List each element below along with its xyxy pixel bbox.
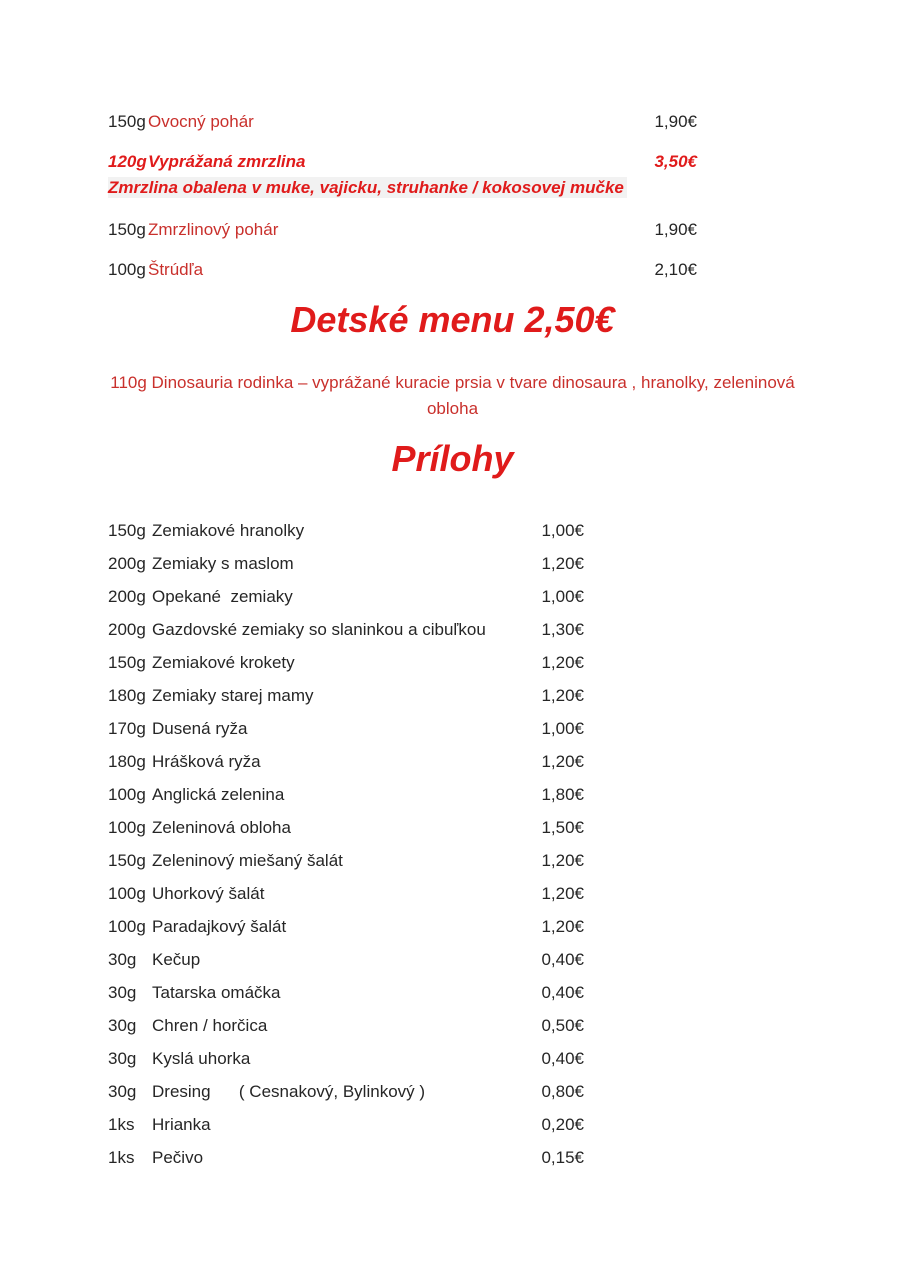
item-weight: 180g — [108, 752, 146, 771]
item-weight: 150g — [108, 521, 146, 540]
item-name: Vyprážaná zmrzlina — [148, 152, 306, 171]
item-price: 1,50€ — [541, 818, 584, 837]
item-weight: 1ks — [108, 1148, 135, 1167]
item-weight: 200g — [108, 587, 146, 606]
menu-item-row — [108, 849, 905, 873]
kids-menu-heading: Detské menu 2,50€ — [290, 299, 615, 340]
item-price: 1,20€ — [541, 851, 584, 870]
menu-item-row — [108, 552, 905, 576]
item-name: Kečup — [152, 950, 201, 969]
item-name: Paradajkový šalát — [152, 917, 287, 936]
item-price: 1,80€ — [541, 785, 584, 804]
menu-item-row — [108, 717, 905, 741]
item-name: Chren / horčica — [152, 1016, 268, 1035]
menu-item-row — [108, 1113, 905, 1137]
menu-item-row — [108, 218, 905, 242]
item-name: Anglická zelenina — [152, 785, 285, 804]
item-name: Zeleninový miešaný šalát — [152, 851, 343, 870]
menu-item-row — [108, 1146, 905, 1170]
item-price: 1,20€ — [541, 884, 584, 903]
item-weight: 150g — [108, 220, 146, 239]
item-name: Ovocný pohár — [148, 112, 254, 131]
item-weight: 150g — [108, 851, 146, 870]
item-weight: 100g — [108, 260, 146, 279]
menu-item-row — [108, 110, 905, 134]
kids-menu-item — [0, 370, 905, 422]
item-name: Opekané zemiaky — [152, 587, 293, 606]
item-price: 0,40€ — [541, 950, 584, 969]
item-price: 1,90€ — [654, 112, 697, 131]
menu-item-row — [108, 750, 905, 774]
menu-item-row — [108, 618, 905, 642]
item-name: Zemiaky starej mamy — [152, 686, 314, 705]
item-description-text: Zmrzlina obalena v muke, vajicku, struhanke / kokosovej mučke — [108, 177, 627, 198]
sides-heading: Prílohy — [391, 438, 514, 479]
item-price: 1,30€ — [541, 620, 584, 639]
menu-item-row — [108, 1080, 905, 1104]
item-name: Štrúdľa — [148, 260, 204, 279]
item-name: Gazdovské zemiaky so slaninkou a cibuľkou — [152, 620, 486, 639]
item-weight: 30g — [108, 950, 137, 969]
item-weight: 170g — [108, 719, 146, 738]
item-price: 1,20€ — [541, 554, 584, 573]
item-price: 3,50€ — [654, 152, 697, 171]
item-price: 1,00€ — [541, 719, 584, 738]
item-price: 1,00€ — [541, 587, 584, 606]
item-price: 1,90€ — [654, 220, 697, 239]
menu-item-row — [108, 585, 905, 609]
item-weight: 200g — [108, 554, 146, 573]
item-price: 0,50€ — [541, 1016, 584, 1035]
item-weight: 100g — [108, 917, 146, 936]
menu-item-row — [108, 1047, 905, 1071]
item-weight: 150g — [108, 653, 146, 672]
menu-item-row — [108, 1014, 905, 1038]
item-price: 1,20€ — [541, 686, 584, 705]
kids-menu-item-line1: 110g Dinosauria rodinka – vyprážané kuracie prsia v tvare dinosaura , hranolky, zeleninová — [110, 373, 795, 392]
item-weight: 30g — [108, 983, 137, 1002]
item-price: 1,00€ — [541, 521, 584, 540]
item-price: 0,15€ — [541, 1148, 584, 1167]
item-name: Kyslá uhorka — [152, 1049, 251, 1068]
menu-item-row — [108, 783, 905, 807]
item-name: Zemiaky s maslom — [152, 554, 294, 573]
item-weight: 150g — [108, 112, 146, 131]
item-weight: 30g — [108, 1016, 137, 1035]
sides-section — [0, 519, 905, 1170]
menu-item-row — [108, 816, 905, 840]
menu-item-row — [108, 915, 905, 939]
menu-item-row — [108, 651, 905, 675]
kids-menu-item-line2: obloha — [426, 399, 479, 418]
menu-item-row — [108, 684, 905, 708]
item-weight: 100g — [108, 818, 146, 837]
menu-item-row — [108, 150, 905, 174]
item-price: 2,10€ — [654, 260, 697, 279]
item-name: Zemiakové krokety — [152, 653, 295, 672]
item-name: Hrášková ryža — [152, 752, 261, 771]
item-price: 0,40€ — [541, 1049, 584, 1068]
item-price: 0,80€ — [541, 1082, 584, 1101]
menu-item-row — [108, 948, 905, 972]
item-description — [108, 176, 905, 200]
desserts-section — [0, 110, 905, 282]
item-name: Zeleninová obloha — [152, 818, 291, 837]
item-price: 0,20€ — [541, 1115, 584, 1134]
item-name: Pečivo — [152, 1148, 204, 1167]
item-name: Zmrzlinový pohár — [148, 220, 279, 239]
item-name: Hrianka — [152, 1115, 211, 1134]
item-weight: 100g — [108, 785, 146, 804]
item-weight: 100g — [108, 884, 146, 903]
item-weight: 200g — [108, 620, 146, 639]
menu-item-row — [108, 258, 905, 282]
item-name: Zemiakové hranolky — [152, 521, 305, 540]
item-weight: 180g — [108, 686, 146, 705]
item-name: Tatarska omáčka — [152, 983, 281, 1002]
item-price: 1,20€ — [541, 653, 584, 672]
item-price: 0,40€ — [541, 983, 584, 1002]
item-name: Dusená ryža — [152, 719, 248, 738]
menu-item-row — [108, 519, 905, 543]
item-price: 1,20€ — [541, 752, 584, 771]
item-weight: 30g — [108, 1049, 137, 1068]
menu-item-row — [108, 981, 905, 1005]
item-weight: 30g — [108, 1082, 137, 1101]
item-weight: 1ks — [108, 1115, 135, 1134]
item-name: Uhorkový šalát — [152, 884, 265, 903]
item-weight: 120g — [108, 152, 147, 171]
item-name: Dresing ( Cesnakový, Bylinkový ) — [152, 1082, 426, 1101]
menu-item-row — [108, 882, 905, 906]
item-price: 1,20€ — [541, 917, 584, 936]
